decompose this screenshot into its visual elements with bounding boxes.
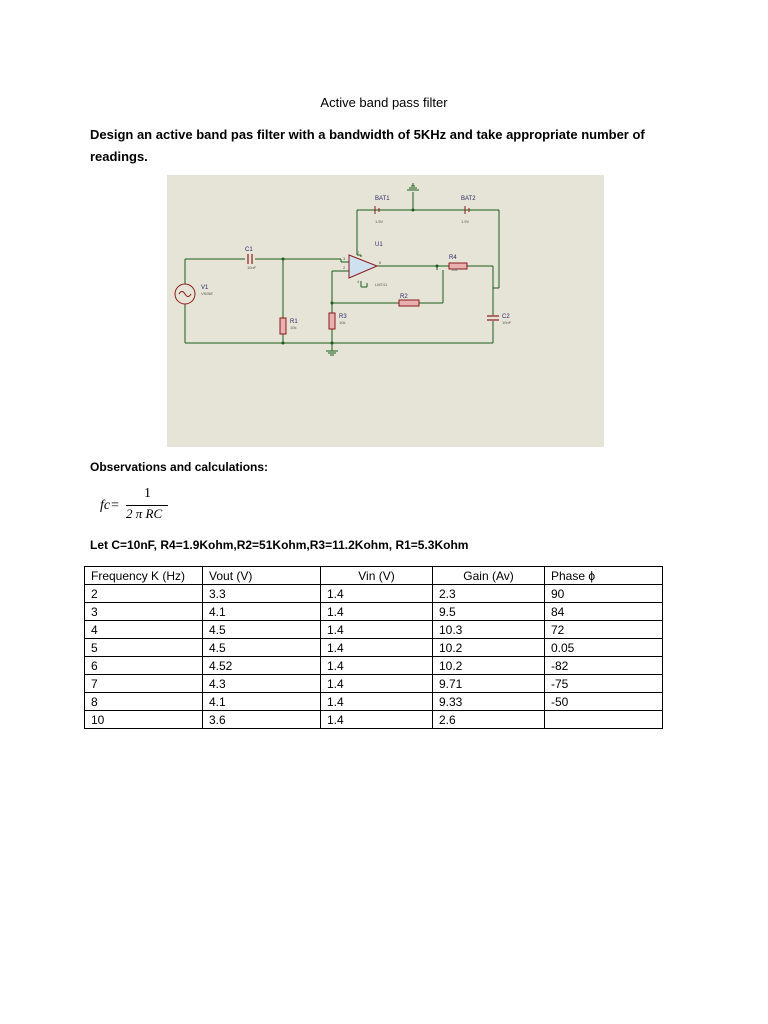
table-cell: 10.2 [433,639,545,657]
resistor-r1 [280,318,286,334]
table-cell: 84 [545,603,663,621]
table-cell: 10.3 [433,621,545,639]
table-cell: 72 [545,621,663,639]
table-cell: 4.1 [203,603,321,621]
header-frequency: Frequency K (Hz) [85,567,203,585]
resistor-r3 [329,313,335,329]
table-cell: 1.4 [321,675,433,693]
label-pin7: 7 [357,250,360,255]
table-cell: 1.4 [321,693,433,711]
label-r3: R3 [339,314,347,320]
label-r1-value: 10k [290,325,297,330]
table-cell [545,711,663,729]
header-vin: Vin (V) [321,567,433,585]
table-cell: 6 [85,657,203,675]
cutoff-frequency-formula [100,486,190,526]
table-row [85,675,663,693]
label-u1-part: LM741 [375,282,388,287]
label-pin3: 3 [343,256,346,261]
table-cell: 3 [85,603,203,621]
table-cell: 1.4 [321,639,433,657]
table-cell: 8 [85,693,203,711]
table-cell: 7 [85,675,203,693]
table-cell: 2 [85,585,203,603]
table-cell: 1.4 [321,585,433,603]
table-cell: 2.3 [433,585,545,603]
table-row [85,639,663,657]
label-bat1: BAT1 [375,196,390,202]
table-cell: 3.6 [203,711,321,729]
table-cell: 9.71 [433,675,545,693]
table-cell: 0.05 [545,639,663,657]
formula-denominator: 2 π RC [126,506,163,521]
formula-lhs: fc= [100,498,120,513]
circuit-diagram [167,175,604,447]
header-gain: Gain (Av) [433,567,545,585]
table-cell: 2.6 [433,711,545,729]
label-pin6: 6 [379,260,382,265]
label-v1: V1 [201,285,209,291]
table-cell: 4 [85,621,203,639]
table-header-row [85,567,663,585]
label-v1-value: VSINE [201,291,214,296]
label-c2: C2 [502,314,510,320]
document-title: Active band pass filter [320,95,448,110]
label-u1: U1 [375,242,383,248]
circuit-schematic [167,175,604,447]
table-cell: 9.33 [433,693,545,711]
table-cell: 9.5 [433,603,545,621]
table-cell: 4.5 [203,639,321,657]
label-pin4: 4 [357,279,360,284]
table-cell: 1.4 [321,657,433,675]
table-row [85,657,663,675]
formula-numerator: 1 [144,486,151,501]
intro-paragraph: Design an active band pas filter with a bandwidth of 5KHz and take appropriate number of readings. [90,127,645,164]
label-bat1-value: 1.5V [375,219,384,224]
table-cell: 1.4 [321,711,433,729]
resistor-r2 [399,300,419,306]
capacitor-c1 [248,254,252,264]
table-row [85,621,663,639]
label-bat2-value: 1.5V [461,219,470,224]
table-cell: -75 [545,675,663,693]
table-cell: 90 [545,585,663,603]
ground-symbol-bottom [326,351,338,355]
header-phase: Phase ϕ [545,567,663,585]
label-c1: C1 [245,247,253,253]
observations-heading: Observations and calculations: [90,460,269,474]
label-r4-value: 10k [451,267,458,272]
table-cell: -82 [545,657,663,675]
table-row [85,711,663,729]
header-vout: Vout (V) [203,567,321,585]
given-values: Let C=10nF, R4=1.9Kohm,R2=51Kohm,R3=11.2Kohm, R1=5.3Kohm [90,538,469,552]
table-cell: -50 [545,693,663,711]
label-c1-value: 10nF [247,265,257,270]
table-cell: 3.3 [203,585,321,603]
label-r3-value: 10k [339,320,346,325]
opamp-u1 [349,255,377,278]
label-r4: R4 [449,255,457,261]
table-row [85,585,663,603]
label-r2: R2 [400,294,408,300]
table-cell: 10.2 [433,657,545,675]
label-pin2: 2 [343,265,346,270]
table-cell: 5 [85,639,203,657]
table-cell: 10 [85,711,203,729]
table-cell: 4.52 [203,657,321,675]
table-row [85,603,663,621]
readings-table [84,566,663,729]
table-cell: 4.5 [203,621,321,639]
table-cell: 4.3 [203,675,321,693]
table-cell: 1.4 [321,621,433,639]
table-cell: 1.4 [321,603,433,621]
capacitor-c2 [487,316,499,320]
label-bat2: BAT2 [461,196,476,202]
label-c2-value: 10nF [502,320,512,325]
table-row [85,693,663,711]
label-r1: R1 [290,319,298,325]
table-cell: 4.1 [203,693,321,711]
ground-symbol-top [407,183,419,190]
